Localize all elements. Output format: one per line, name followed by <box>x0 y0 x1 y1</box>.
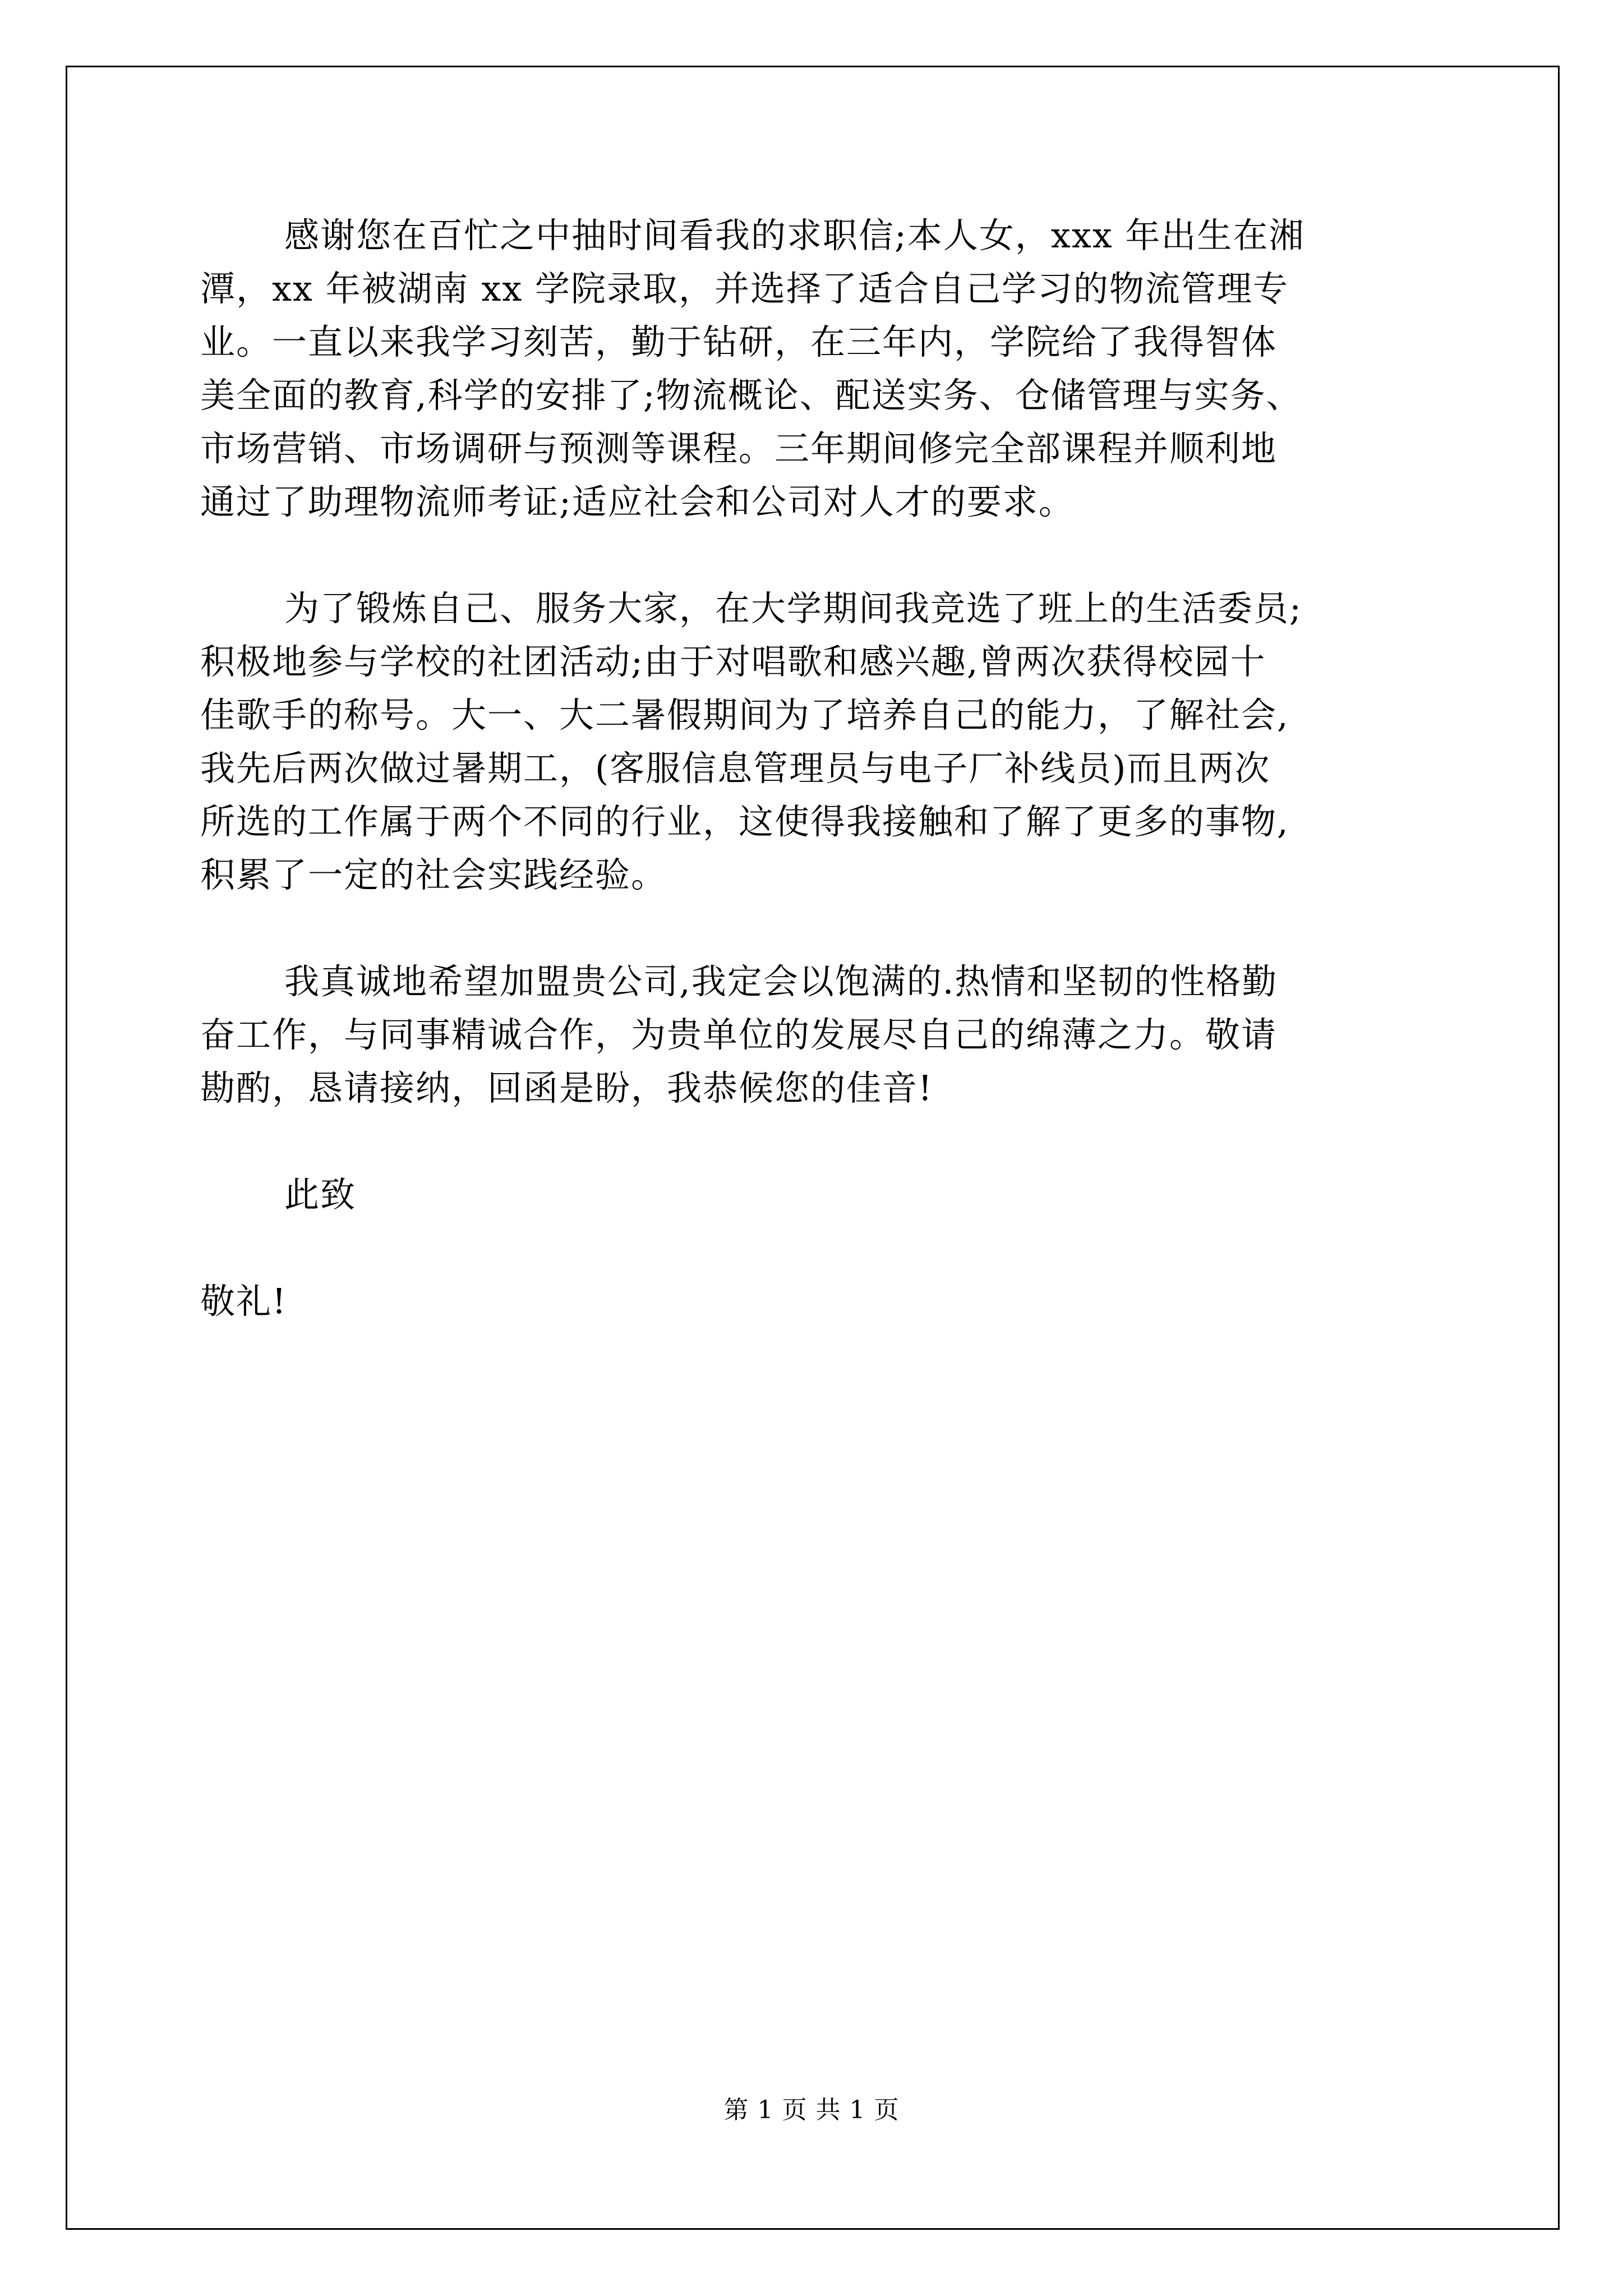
paragraph-2-line-4: 我先后两次做过暑期工，(客服信息管理员与电子厂补线员)而且两次 <box>200 748 1271 789</box>
paragraph-3-line-2: 奋工作，与同事精诚合作，为贵单位的发展尽自己的绵薄之力。敬请 <box>200 1014 1278 1055</box>
paragraph-1-line-6: 通过了助理物流师考证;适应社会和公司对人才的要求。 <box>200 481 1075 522</box>
paragraph-1-line-3: 业。一直以来我学习刻苦，勤于钻研，在三年内，学院给了我得智体 <box>200 321 1278 362</box>
paragraph-1-line-2: 潭，xx 年被湖南 xx 学院录取，并选择了适合自己学习的物流管理专 <box>200 268 1289 309</box>
paragraph-3-line-3: 勘酌，恳请接纳，回函是盼，我恭候您的佳音! <box>200 1068 933 1108</box>
paragraph-1-line-5: 市场营销、市场调研与预测等课程。三年期间修完全部课程并顺利地 <box>200 428 1278 469</box>
paragraph-2-line-3: 佳歌手的称号。大一、大二暑假期间为了培养自己的能力，了解社会, <box>200 694 1289 735</box>
paragraph-2-line-6: 积累了一定的社会实践经验。 <box>200 854 667 895</box>
paragraph-1-line-4: 美全面的教育,科学的安排了;物流概论、配送实务、仓储管理与实务、 <box>200 375 1302 416</box>
paragraph-1-line-1: 感谢您在百忙之中抽时间看我的求职信;本人女，xxx 年出生在湘 <box>284 215 1305 256</box>
paragraph-2-line-2: 积极地参与学校的社团活动;由于对唱歌和感兴趣,曾两次获得校园十 <box>200 641 1266 682</box>
page-number-footer: 第 1 页 共 1 页 <box>723 2096 900 2124</box>
closing-salutation: 此致 <box>284 1174 357 1215</box>
paragraph-3-line-1: 我真诚地希望加盟贵公司,我定会以饱满的.热情和坚韧的性格勤 <box>284 961 1278 1002</box>
letter-body <box>200 216 1434 1335</box>
paragraph-2-line-5: 所选的工作属于两个不同的行业，这使得我接触和了解了更多的事物, <box>200 801 1289 842</box>
closing-regards: 敬礼! <box>200 1281 287 1322</box>
paragraph-2-line-1: 为了锻炼自己、服务大家，在大学期间我竞选了班上的生活委员; <box>284 588 1302 629</box>
